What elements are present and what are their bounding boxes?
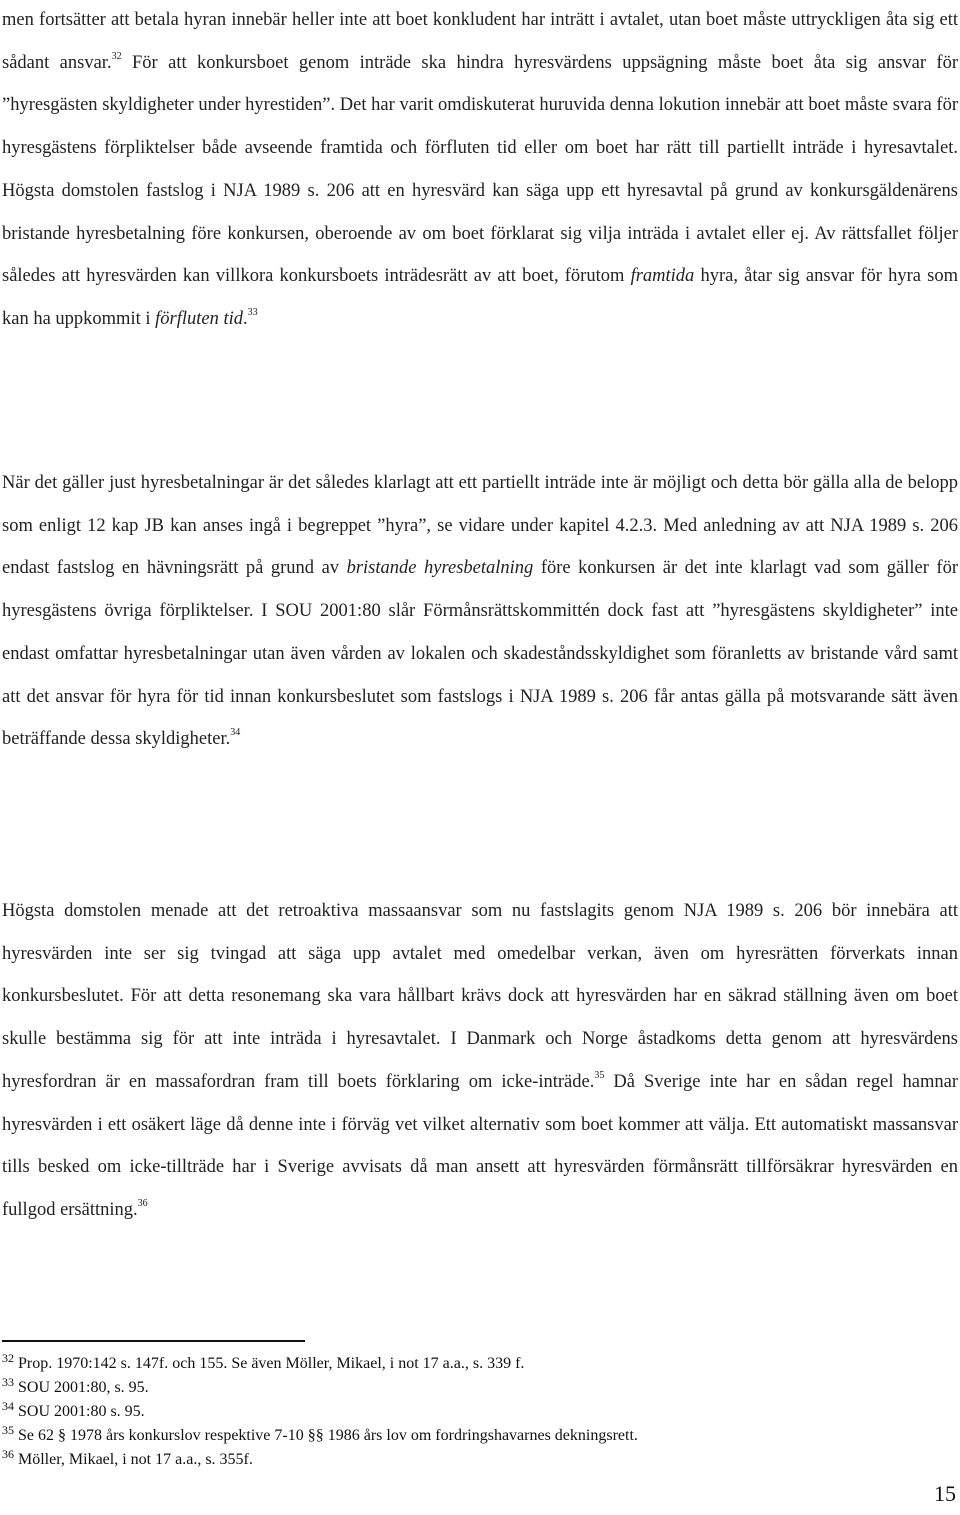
emphasis-text: förfluten tid [155, 308, 243, 329]
footnote-text: Se 62 § 1978 års konkurslov respektive 7-10 §§ 1986 års lov om fordringshavarnes dekningsrett. [18, 1427, 638, 1444]
paragraph-text: . [243, 308, 248, 329]
footnote-number: 34 [2, 1399, 14, 1413]
footnote-ref[interactable]: 32 [111, 50, 122, 62]
footnote-number: 32 [2, 1351, 14, 1365]
footnote-separator [2, 1340, 305, 1342]
emphasis-text: framtida [630, 266, 695, 287]
footnote-number: 33 [2, 1375, 14, 1389]
paragraph-text: före konkursen är det inte klarlagt vad som gäller för hyresgästens övriga förpliktelser. I SOU 2001:80 slår Förmånsrättskommittén dock fast att ”hyresgästens skyldigheter” inte endast omfattar hyresbetalningar utan även vården av lokalen och skadeståndsskyldighet som föranletts av bristande vård samt att det ansvar för hyra för tid innan konkursbeslutet som fastslogs i NJA 1989 s. 206 får antas gälla på motsvarande sätt även beträffande dessa skyldigheter. [2, 558, 959, 750]
paragraph-text: För att konkursboet genom inträde ska hindra hyresvärdens uppsägning måste boet åta sig ansvar för ”hyresgästen skyldigheter under hyrestiden”. Det har varit omdiskuterat huruvida denna lokution innebär att boet måste svara för hyresgästens förpliktelser både avseende framtida och förfluten tid eller om boet har rätt till partiellt inträde i hyresavtalet. Högsta domstolen fastslog i NJA 1989 s. 206 att en hyresvärd kan säga upp ett hyresavtal på grund av konkursgäldenärens bristande hyresbetalning före konkursen, oberoende av om boet förklarat sig vilja inträda i avtalet eller ej. Av rättsfallet följer således att hyresvärden kan villkora konkursboets inträdesrätt av att boet, förutom [2, 52, 959, 287]
footnote-text: SOU 2001:80, s. 95. [18, 1379, 149, 1396]
paragraph-text: Då Sverige inte har en sådan regel hamnar hyresvärden i ett osäkert läge då denne inte i förväg vet vilket alternativ som boet kommer att välja. Ett automatiskt massansvar tills besked om icke-tillträde har i Sverige avvisats då man ansett att hyresvärden förmånsrätt tillförsäkrar hyresvärden en fullgod ersättning. [2, 1071, 958, 1220]
footnote-ref[interactable]: 34 [230, 727, 241, 739]
footnote-36 [2, 1449, 942, 1471]
footnote-35 [2, 1425, 942, 1447]
emphasis-text: bristande hyresbetalning [346, 558, 534, 579]
page-number: 15 [934, 1481, 956, 1506]
footnote-ref[interactable]: 33 [247, 306, 258, 318]
footnote-text: SOU 2001:80 s. 95. [18, 1403, 145, 1420]
footnote-33 [2, 1377, 942, 1399]
body-paragraph-2 [2, 462, 958, 761]
paragraph-text: När det gäller just hyresbetalningar är det således klarlagt att ett partiellt inträde inte är möjligt och detta bör gälla alla de belopp som enligt 12 kap JB kan anses ingå i begreppet ”hyra”, se vidare under kapitel 4.2.3. Med anledning av att NJA 1989 s. 206 endast fastslog en hävningsrätt på grund av [2, 473, 958, 579]
footnote-34 [2, 1401, 942, 1423]
paragraph-text: men fortsätter att betala hyran innebär heller inte att boet konkludent har inträtt i avtalet, utan boet måste uttryckligen åta sig ett sådant ansvar. [2, 10, 958, 73]
footnote-text: Prop. 1970:142 s. 147f. och 155. Se även Möller, Mikael, i not 17 a.a., s. 339 f. [18, 1355, 525, 1372]
footnote-32 [2, 1353, 942, 1375]
body-paragraph-1 [2, 0, 958, 341]
footnote-number: 36 [2, 1447, 14, 1461]
footnote-ref[interactable]: 35 [594, 1069, 605, 1081]
body-paragraph-3 [2, 890, 958, 1232]
paragraph-text: Högsta domstolen menade att det retroaktiva massaansvar som nu fastslagits genom NJA 1989 s. 206 bör innebära att hyresvärden inte ser sig tvingad att säga upp avtalet med omedelbar verkan, även om hyresrätten förverkats innan konkursbeslutet. För att detta resonemang ska vara hållbart krävs dock att hyresvärden har en säkrad ställning även om boet skulle bestämma sig för att inte inträda i hyresavtalet. I Danmark och Norge åstadkoms detta genom att hyresvärdens hyresfordran är en massafordran fram till boets förklaring om icke-inträde. [2, 901, 958, 1092]
footnote-number: 35 [2, 1423, 14, 1437]
footnote-text: Möller, Mikael, i not 17 a.a., s. 355f. [18, 1451, 253, 1468]
paragraph-text: hyra, åtar sig ansvar för hyra som kan ha uppkommit i [2, 266, 958, 329]
footnote-ref[interactable]: 36 [137, 1197, 148, 1209]
